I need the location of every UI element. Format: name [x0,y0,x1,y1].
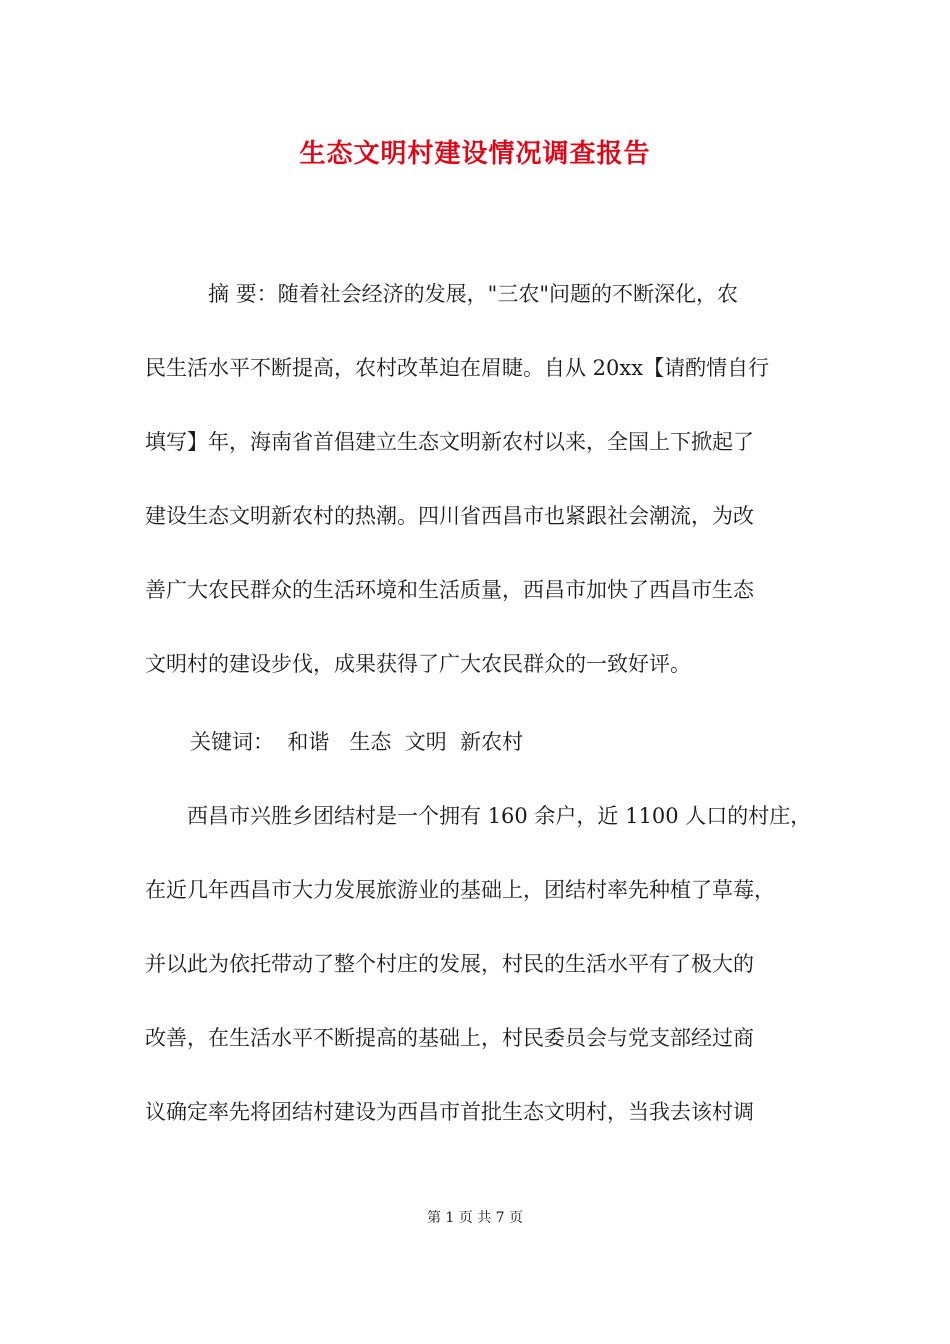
abstract-line: 建设生态文明新农村的热潮。四川省西昌市也紧跟社会潮流，为改 [145,504,754,528]
body-line: 议确定率先将团结村建设为西昌市首批生态文明村，当我去该村调 [145,1100,754,1124]
abstract-line: 填写】年，海南省首倡建立生态文明新农村以来，全国上下掀起了 [145,430,754,454]
body-paragraph [145,779,810,1149]
body-line: 并以此为依托带动了整个村庄的发展，村民的生活水平有了极大的 [145,952,754,976]
keywords-line: 关键词： 和谐 生态 文明 新农村 [190,730,524,754]
body-line: 改善，在生活水平不断提高的基础上，村民委员会与党支部经过商 [145,1026,754,1050]
body-line: 在近几年西昌市大力发展旅游业的基础上，团结村率先种植了草莓， [145,878,775,902]
abstract-paragraph [145,257,810,701]
abstract-line: 摘 要：随着社会经济的发展，"三农"问题的不断深化，农 [145,282,738,306]
page-footer: 第 1 页 共 7 页 [426,1210,524,1226]
abstract-line: 文明村的建设步伐，成果获得了广大农民群众的一致好评。 [145,652,691,676]
abstract-line: 善广大农民群众的生活环境和生活质量，西昌市加快了西昌市生态 [145,578,754,602]
abstract-line: 民生活水平不断提高，农村改革迫在眉睫。自从 20xx【请酌情自行 [145,356,770,380]
body-line: 西昌市兴胜乡团结村是一个拥有 160 余户，近 1100 人口的村庄， [145,804,812,828]
document-title: 生态文明村建设情况调查报告 [299,139,651,169]
